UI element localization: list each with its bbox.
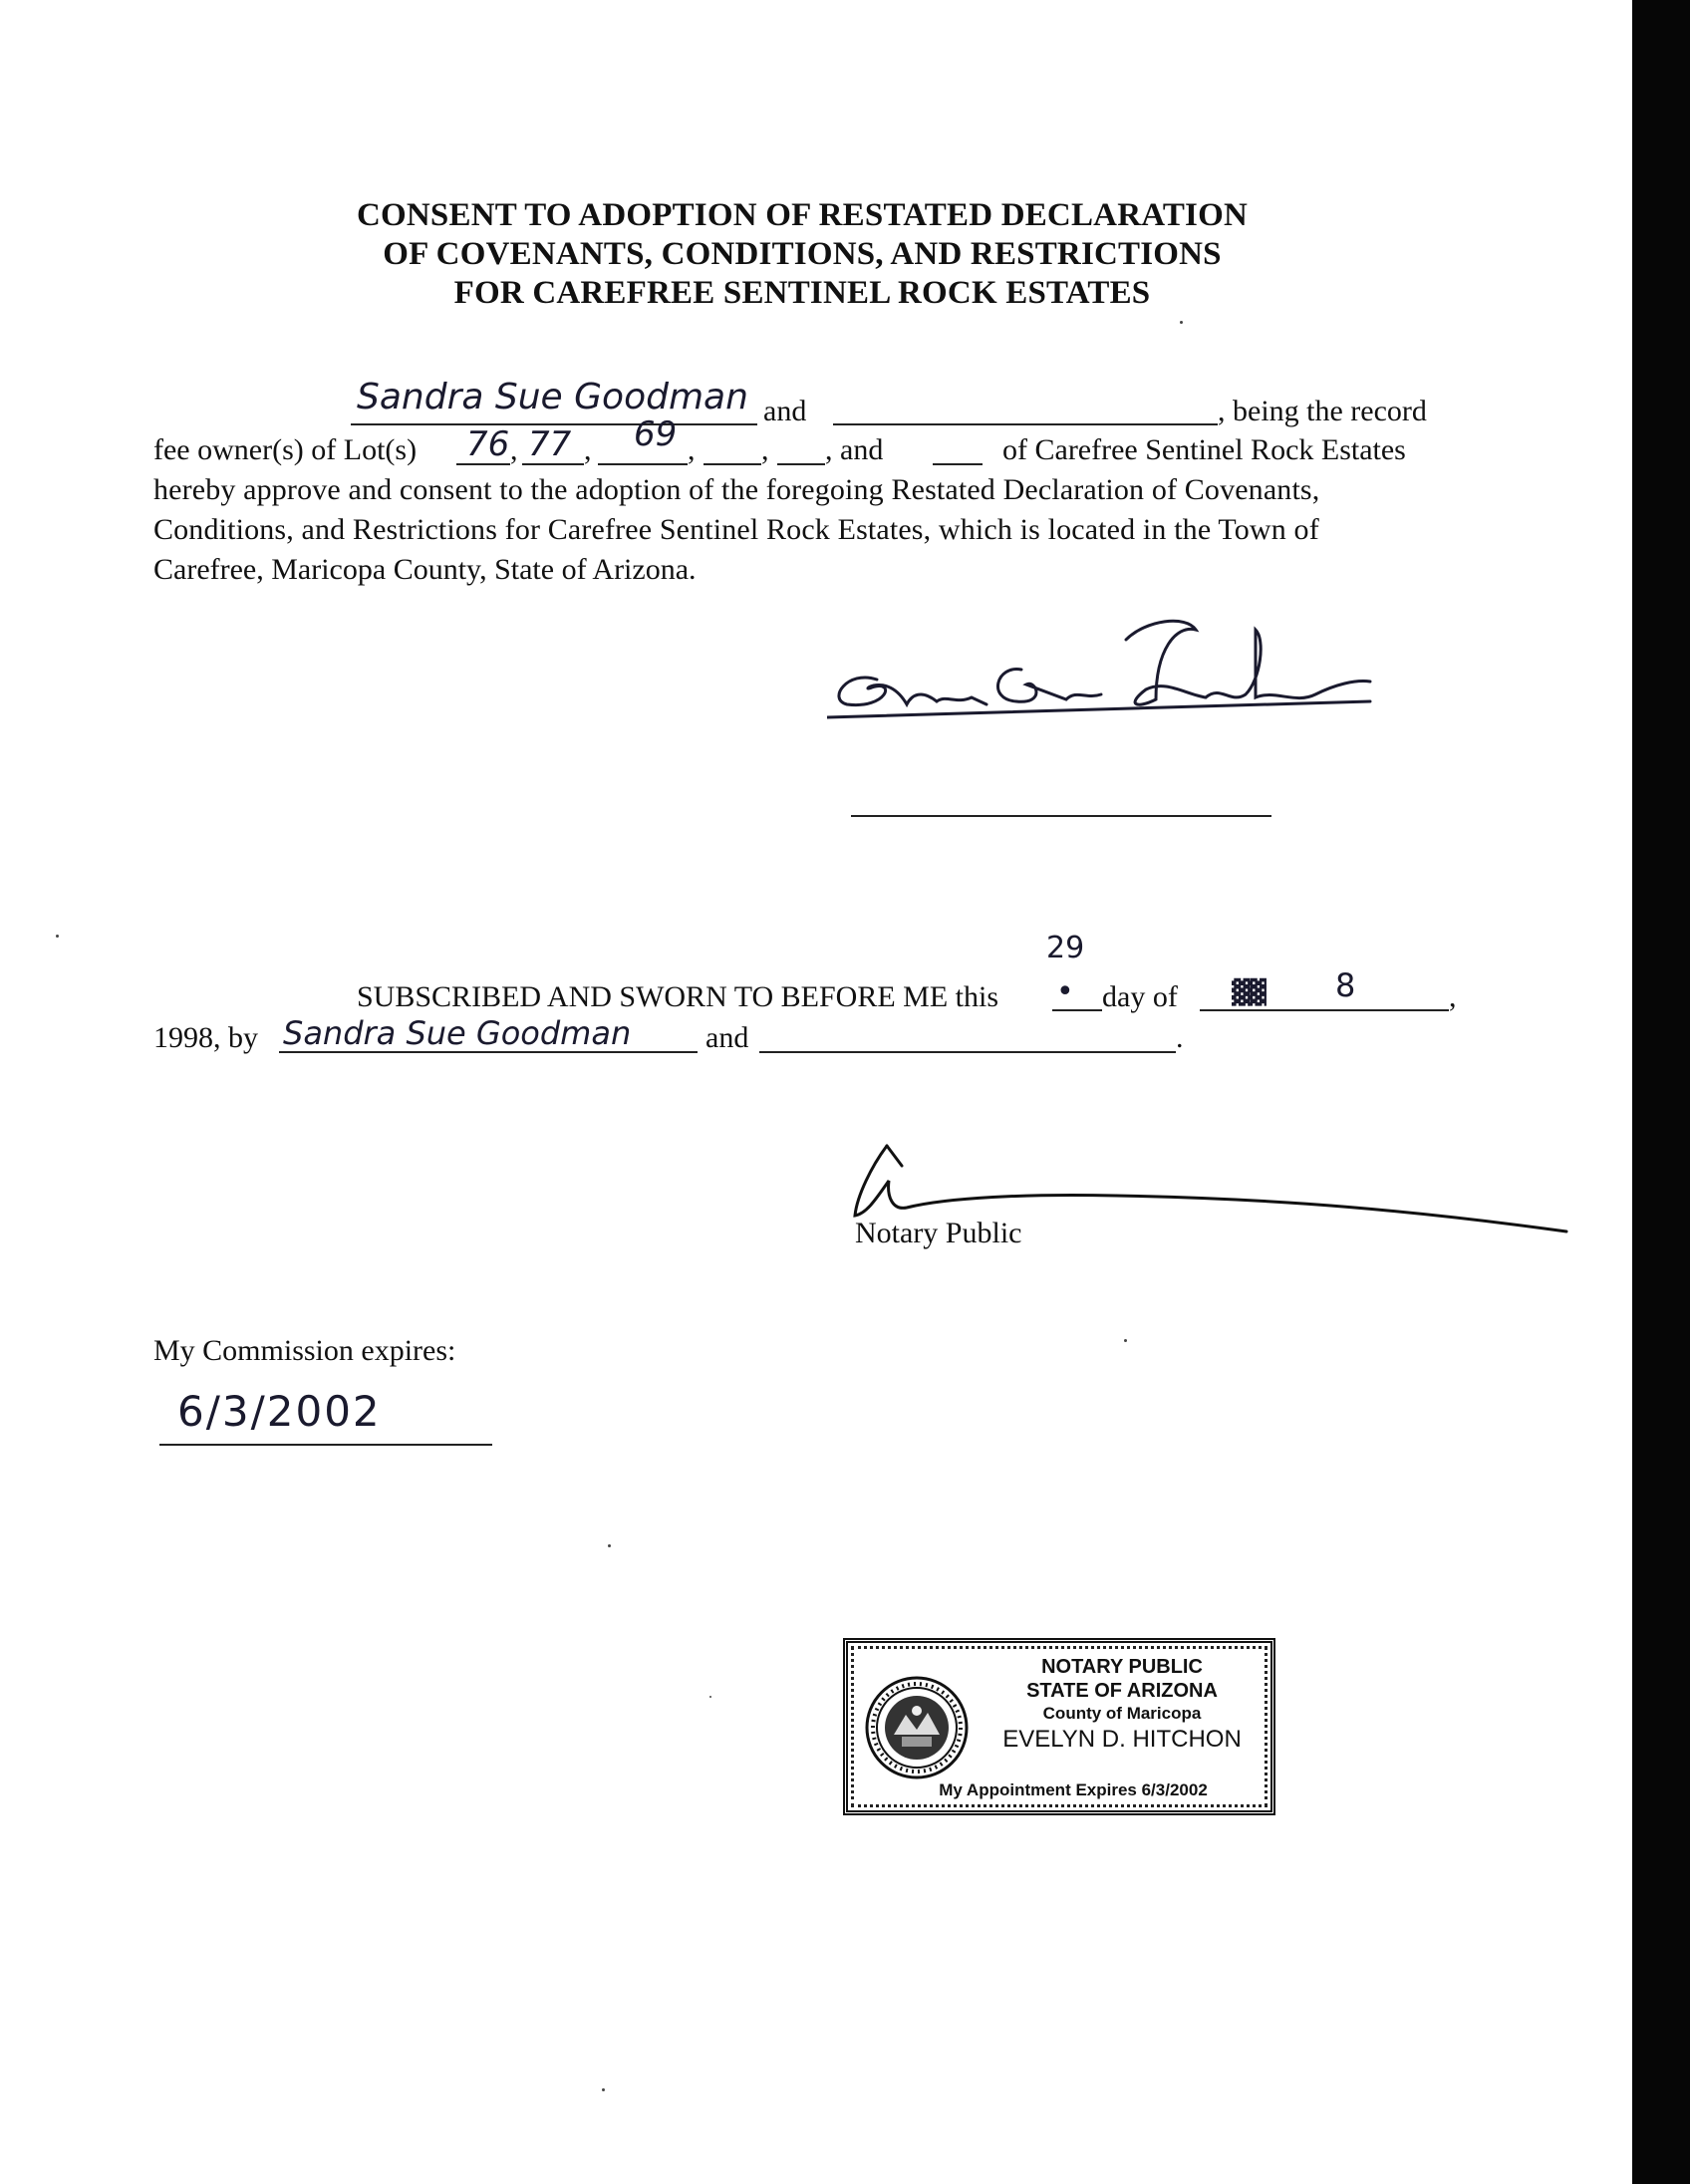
sworn-name-handwritten: Sandra Sue Goodman: [283, 1014, 632, 1052]
stamp-line-5: My Appointment Expires 6/3/2002: [939, 1780, 1208, 1799]
day-of-text: day of: [1102, 980, 1178, 1013]
stamp-line-3: County of Maricopa: [1042, 1704, 1202, 1723]
lot-number-3: 69: [634, 414, 678, 454]
year-by-text: 1998, by: [153, 1021, 258, 1054]
scan-speck: [608, 1544, 611, 1547]
scan-speck: [602, 2088, 605, 2091]
sworn-text: SUBSCRIBED AND SWORN TO BEFORE ME this: [357, 980, 999, 1013]
lot-blank-line-6: [933, 463, 983, 465]
co-owner-blank-line: [833, 423, 1218, 425]
scan-speck: [56, 935, 59, 938]
lot-number-2: 77: [528, 424, 572, 464]
scan-speck: [1180, 321, 1183, 324]
month-line: [1200, 1009, 1449, 1011]
of-estates-text: of Carefree Sentinel Rock Estates: [1002, 433, 1406, 466]
lot-blank-line-5: [777, 463, 825, 465]
fee-owner-text: fee owner(s) of Lot(s): [153, 433, 418, 466]
owner-name-handwritten: Sandra Sue Goodman: [357, 377, 748, 417]
consent-line-4: Conditions, and Restrictions for Carefree Sentinel Rock Estates, which is located in the Town of: [153, 513, 1319, 546]
consent-line-5: Carefree, Maricopa County, State of Arizona.: [153, 553, 697, 586]
being-record-text: , being the record: [1218, 395, 1427, 427]
notary-stamp-border: [851, 1646, 1268, 1807]
scan-speck: [1124, 1339, 1127, 1342]
co-owner-signature-line: [851, 815, 1271, 817]
lot-comma-2: ,: [584, 433, 592, 466]
month-handwritten: 8: [1335, 966, 1356, 1004]
lot-comma-4: ,: [761, 433, 769, 466]
month-scribble: ▓▓: [1232, 978, 1265, 1006]
document-title-line-2: OF COVENANTS, CONDITIONS, AND RESTRICTIONS: [383, 236, 1222, 272]
notary-public-label: Notary Public: [855, 1217, 1022, 1249]
scan-speck: [709, 1696, 711, 1698]
day-strike-mark: •: [1056, 974, 1074, 1009]
sworn-co-name-line: [759, 1051, 1176, 1053]
lot-line-2: [522, 463, 584, 465]
lot-number-1: 76: [466, 424, 510, 464]
and-text-2: , and: [825, 433, 884, 466]
stamp-line-4: EVELYN D. HITCHON: [1002, 1726, 1242, 1753]
stamp-line-2: STATE OF ARIZONA: [1026, 1680, 1218, 1702]
lot-line-3: [598, 463, 688, 465]
document-title-line-3: FOR CAREFREE SENTINEL ROCK ESTATES: [453, 275, 1151, 311]
stamp-line-1: NOTARY PUBLIC: [1041, 1656, 1203, 1678]
state-seal-icon: [864, 1675, 970, 1780]
document-title-line-1: CONSENT TO ADOPTION OF RESTATED DECLARATION: [357, 197, 1248, 233]
sworn-period: .: [1176, 1021, 1184, 1054]
day-line: [1052, 1009, 1102, 1011]
commission-date-line: [159, 1444, 492, 1446]
owner-signature: [827, 610, 1385, 739]
commission-date-handwritten: 6/3/2002: [177, 1387, 382, 1436]
scan-edge-bar: [1632, 0, 1690, 2184]
and-text-3: and: [705, 1021, 749, 1054]
and-text-1: and: [763, 395, 807, 427]
lot-comma-1: ,: [510, 433, 518, 466]
lot-comma-3: ,: [688, 433, 696, 466]
commission-label: My Commission expires:: [153, 1334, 456, 1367]
sworn-name-line: [279, 1051, 698, 1053]
consent-line-3: hereby approve and consent to the adoption of the foregoing Restated Declaration of Covenants,: [153, 473, 1320, 506]
lot-blank-line-4: [704, 463, 761, 465]
lot-line-1: [456, 463, 510, 465]
month-comma: ,: [1449, 980, 1457, 1013]
notary-stamp: [843, 1638, 1275, 1815]
day-handwritten: 29: [1046, 931, 1085, 965]
